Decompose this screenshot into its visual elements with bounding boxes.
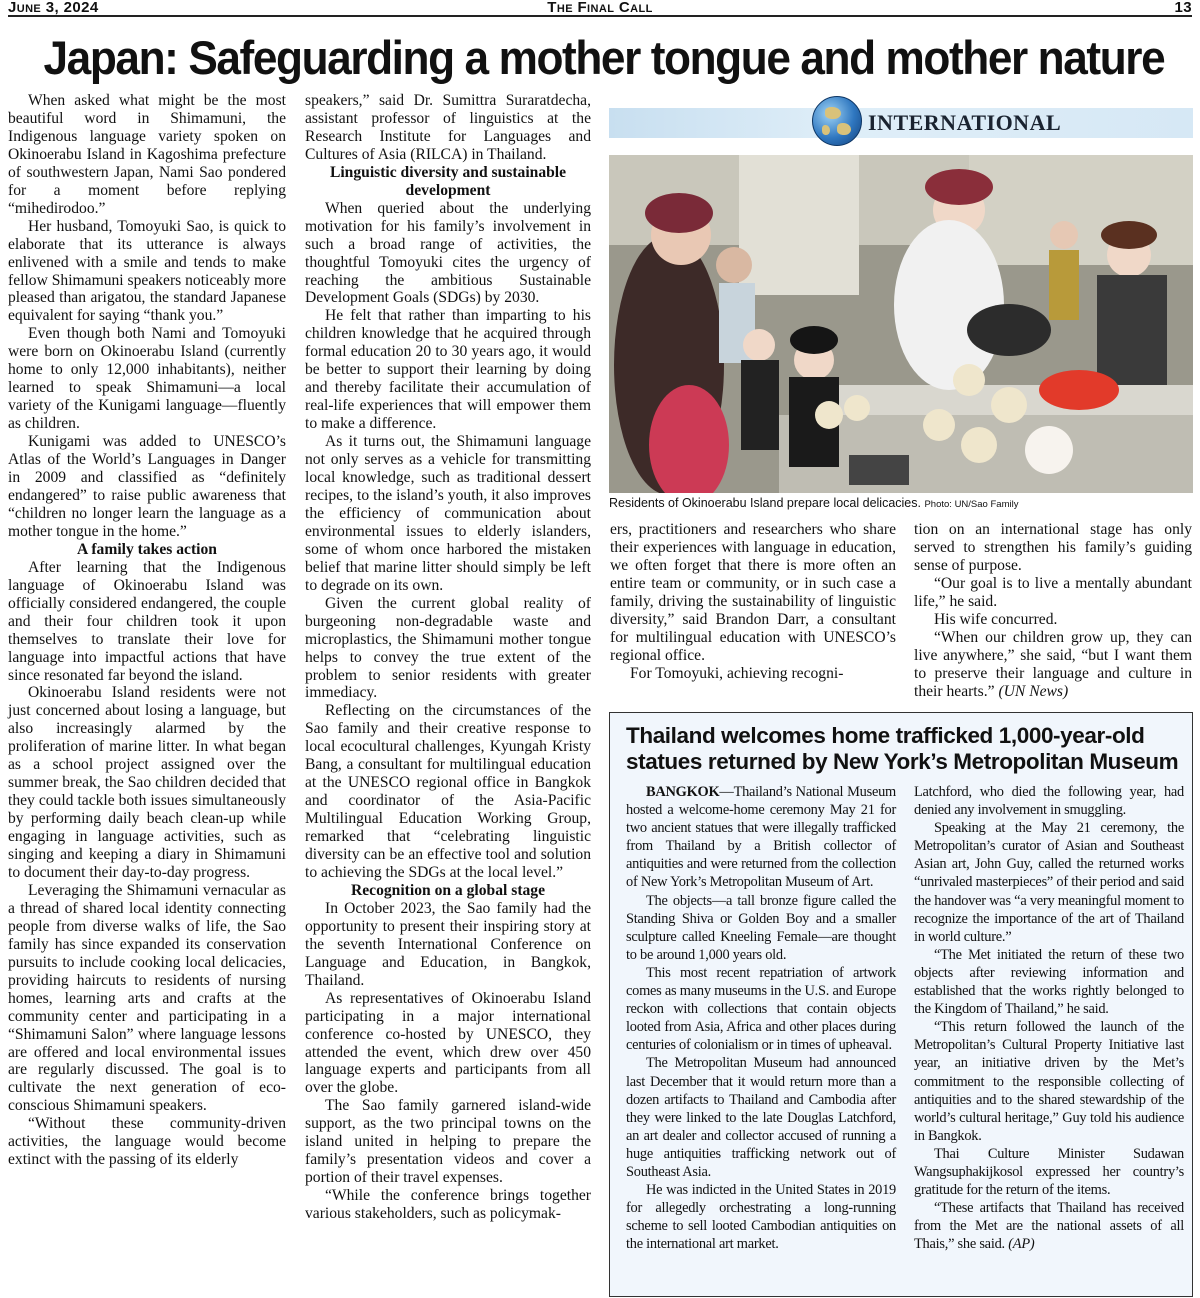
quote-text: “These artifacts that Thailand has received from the Met are the national assets of all Thais,” she said.: [914, 1200, 1184, 1253]
paragraph: Given the current global reality of burgeoning non-degradable waste and microplastics, the Shimamuni mother tongue helps to convey the true extent of the problem to senior residents with greater immediacy.: [305, 594, 591, 702]
subhead-recognition: Recognition on a global stage: [350, 881, 546, 899]
paragraph: This most recent repatriation of artwork comes as many museums in the U.S. and Europe reckon with collections that contain objects looted from Asia, Africa and other places during centuries of colonialism or in times of upheaval.: [626, 964, 896, 1054]
page-number: 13: [1174, 0, 1192, 16]
paragraph: He was indicted in the United States in 2019 for allegedly orchestrating a long-running scheme to sell looted Cambodian antiquities on the international art market.: [626, 1182, 896, 1253]
paragraph: After learning that the Indigenous language of Okinoerabu Island was officially considered endangered, the couple and their four children took it upon themselves to translate their love for language into impactful actions that have since resonated far beyond the island.: [8, 558, 286, 684]
photo-credit: Photo: UN/Sao Family: [924, 499, 1019, 510]
paragraph: Kunigami was added to UNESCO’s Atlas of the World’s Languages in Danger in 2009 and classified as “definitely endangered” to raise public awareness that “children no longer learn the language as a mother tongue in the home.”: [8, 433, 286, 540]
masthead: [8, 0, 1192, 17]
source-credit: (AP): [1008, 1236, 1035, 1253]
paragraph: Okinoerabu Island residents were not just concerned about losing a language, but also increasingly alarmed by the proliferation of marine litter. In what began as a school project assigned over the summer break, the Sao children decided that they could tackle both issues simultaneously by performing daily beach clean-up while engaging in language activities, such as singing and keeping a diary in Shimamuni to document their day-to-day progress.: [8, 684, 286, 881]
paragraph: [626, 783, 896, 892]
sidebar-headline: Thailand welcomes home trafficked 1,000-year-old statues returned by New York’s Metropolitan Museum: [626, 723, 1179, 774]
paragraph: “The Met initiated the return of these two objects after reviewing information and established that the works rightly belonged to the Kingdom of Thailand,” he said.: [914, 946, 1184, 1018]
paragraph: speakers,” said Dr. Sumittra Suraratdecha, assistant professor of linguistics at the Research Institute for Languages and Cultures of Asia (RILCA) in Thailand.: [305, 92, 591, 163]
paragraph: The objects—a tall bronze figure called the Standing Shiva or Golden Boy and a smaller sculpture called Kneeling Female—are thought to be around 1,000 years old.: [626, 892, 896, 963]
paragraph: ers, practitioners and researchers who share their experiences with language in education, we often forget that there is more often an entire team or community, or in such case a family, driving the sustainability of linguistic diversity,” said Brandon Darr, a consultant for multilingual education with UNESCO’s regional office.: [610, 521, 896, 664]
paragraph: Leveraging the Shimamuni vernacular as a thread of shared local identity connecting people from diverse walks of life, the Sao family has since expanded its conservation pursuits to include cooking local delicacies, providing haircuts to residents of nursing homes, learning arts and crafts at the community center and participating in a “Shimamuni Salon” where language lessons are offered and local environmental issues are regularly discussed. The goal is to cultivate the next generation of eco-conscious Shimamuni speakers.: [8, 881, 286, 1115]
subhead-family-action: A family takes action: [77, 540, 217, 558]
source-credit: (UN News): [998, 682, 1069, 700]
caption-text: Residents of Okinoerabu Island prepare local delicacies.: [609, 496, 921, 510]
sidebar-column-1: [626, 783, 896, 1253]
paragraph: Her husband, Tomoyuki Sao, is quick to elaborate that its utterance is always enlivened with a smile and tends to make fellow Shimamuni speakers noticeably more pleased than arigatou, the standard Japanese equivalent for saying “thank you.”: [8, 217, 287, 325]
section-label: INTERNATIONAL: [868, 110, 1062, 135]
paragraph: His wife concurred.: [934, 610, 1058, 628]
paragraph: “This return followed the launch of the Metropolitan’s Cultural Property Initiative last year, an initiative driven by the Met’s commitment to the responsible collecting of antiquities and to the shared stewardship of the world’s cultural heritage,” Guy told his audience in Bangkok.: [914, 1019, 1184, 1144]
paragraph: “Our goal is to live a mentally abundant life,” he said.: [914, 574, 1192, 610]
paper-name: The Final Call: [547, 0, 653, 16]
paragraph: Latchford, who died the following year, had denied any involvement in smuggling.: [914, 784, 1184, 819]
paragraph: tion on an international stage has only served to strengthen his family’s guiding sense of purpose.: [914, 521, 1192, 574]
photo-caption: [609, 496, 1193, 510]
article-column-1: [8, 92, 286, 1169]
paragraph: “Without these community-driven activities, the language would become extinct with the passing of its elderly: [8, 1115, 286, 1169]
issue-date: June 3, 2024: [8, 0, 99, 16]
paragraph: Thai Culture Minister Sudawan Wangsuphakijkosol expressed her country’s gratitude for the return of the items.: [914, 1145, 1184, 1199]
paragraph: [914, 629, 1192, 701]
paragraph: For Tomoyuki, achieving recogni-: [630, 664, 844, 682]
article-column-2: [305, 92, 591, 1223]
lead-text: —Thailand’s National Museum hosted a welcome-home ceremony May 21 for two ancient statues that were illegally trafficked from Thailand by a British collector of antiquities and were returned from the collection of New York’s Metropolitan Museum of Art.: [626, 784, 896, 891]
paragraph: When queried about the underlying motivation for his family’s involvement in such a broad range of activities, the thoughtful Tomoyuki cites the urgency of reaching the ambitious Sustainable Development Goals (SDGs) by 2030.: [305, 199, 591, 307]
paragraph: As it turns out, the Shimamuni language not only serves as a vehicle for transmitting local knowledge, such as traditional dessert recipes, to the island’s youth, it also improves the efficiency of communication about environmental issues to elderly islanders, some of whom once harbored the mistaken belief that marine litter should simply be left to degrade on its own.: [305, 433, 591, 594]
paragraph: He felt that rather than imparting to his children knowledge that he acquired through formal education 20 to 30 years ago, it would be better to support their learning by doing and thereby facilitate their accumulation of real-life experiences that will empower them to make a difference.: [305, 307, 591, 433]
cooking-photo: [609, 155, 1193, 493]
paragraph: As representatives of Okinoerabu Island participating in a major international conference co-hosted by UNESCO, they attended the event, which drew over 450 language experts and participants from all over the globe.: [305, 989, 591, 1097]
article-column-3: [610, 521, 896, 683]
quote-text: “When our children grow up, they can live anywhere,” she said, “but I want them to preserve their language and culture in their hearts.”: [914, 628, 1192, 700]
sidebar-column-2: [914, 783, 1184, 1253]
paragraph: Even though both Nami and Tomoyuki were born on Okinoerabu Island (currently home to only 12,000 inhabitants), neither learned to speak Shimamuni—a local variety of the Kunigami language—fluently as children.: [8, 325, 286, 433]
paragraph: The Metropolitan Museum had announced last December that it would return more than a dozen artifacts to Thailand and Cambodia after they were linked to the late Douglas Latchford, an art dealer and collector accused of running a huge antiquities trafficking network out of Southeast Asia.: [626, 1055, 896, 1180]
sidebar-story-box: [609, 712, 1193, 1297]
paragraph: “While the conference brings together various stakeholders, such as policymak-: [305, 1187, 591, 1223]
paragraph: In October 2023, the Sao family had the opportunity to present their inspiring story at the seventh International Conference on Language and Education, in Bangkok, Thailand.: [305, 899, 591, 989]
main-headline: Japan: Safeguarding a mother tongue and mother nature: [43, 31, 1165, 84]
paragraph: Speaking at the May 21 ceremony, the Metropolitan’s curator of Asian and Southeast Asian art, John Guy, called the returned works “unrivaled masterpieces” of their period and said the handover was “a very meaningful moment to recognize the importance of the art of Thailand in world culture.”: [914, 820, 1184, 945]
paragraph: Reflecting on the circumstances of the Sao family and their creative response to local ecocultural challenges, Kyungah Kristy Bang, a consultant for multilingual education at the UNESCO regional office in Bangkok and coordinator of the Asia-Pacific Multilingual Education Working Group, remarked that “celebrating linguistic diversity can be an effective tool and solution to achieving the SDGs at the local level.”: [305, 702, 591, 881]
paragraph: When asked what might be the most beautiful word in Shimamuni, the Indigenous language variety spoken on Okinoerabu Island in Kagoshima prefecture of southwestern Japan, Nami Sao pondered for a moment before replying “mihedirodoo.”: [8, 92, 286, 217]
paragraph: [914, 1199, 1184, 1253]
article-column-4: [914, 521, 1192, 701]
dateline: BANGKOK: [646, 784, 720, 800]
subhead-linguistic-diversity: Linguistic diversity and sustainable development: [329, 163, 567, 199]
globe-icon: [812, 96, 862, 146]
paragraph: The Sao family garnered island-wide support, as the two principal towns on the island united in helping to prepare the family’s presentation videos and cover a portion of their travel expenses.: [305, 1097, 591, 1187]
